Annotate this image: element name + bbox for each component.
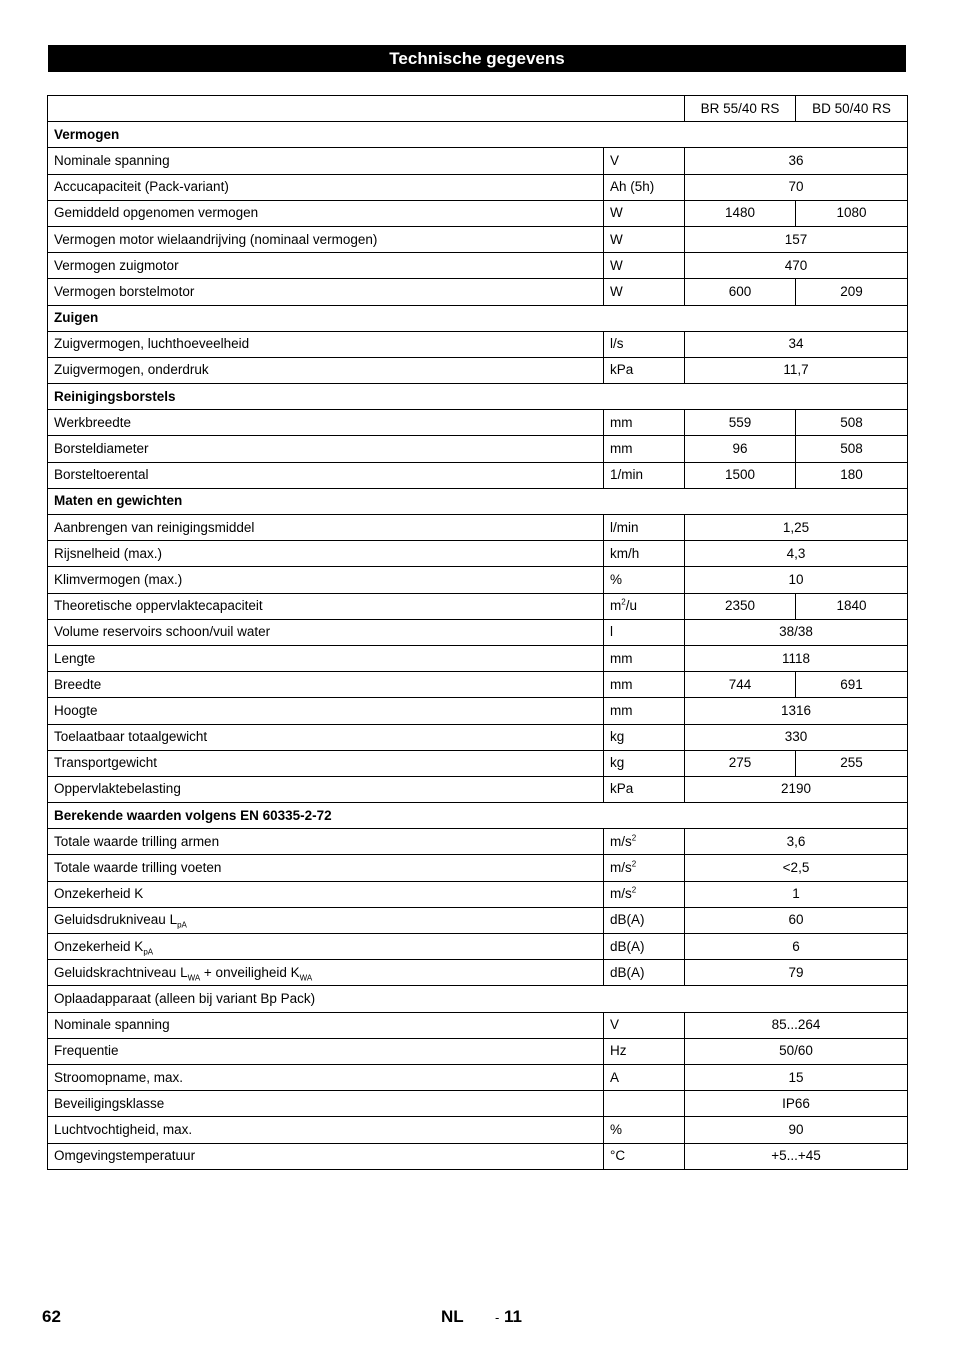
spec-unit-text: m: [610, 598, 622, 614]
spec-unit-text: dB(A): [610, 912, 645, 928]
table-row: [48, 410, 908, 436]
table-row: [48, 436, 908, 462]
spec-label-text: Borsteldiameter: [54, 441, 149, 457]
section-heading: Berekende waarden volgens EN 60335-2-72: [48, 803, 908, 829]
spec-unit: [604, 645, 685, 671]
spec-value-br: 275: [685, 750, 796, 776]
page-title: Technische gegevens: [48, 45, 906, 72]
spec-unit: [604, 200, 685, 226]
spec-label-text: Totale waarde trilling voeten: [54, 860, 222, 876]
spec-label: [48, 226, 604, 252]
table-row: [48, 881, 908, 907]
spec-unit-text: m/s: [610, 860, 632, 876]
spec-label: [48, 776, 604, 802]
spec-label-text: Klimvermogen (max.): [54, 571, 183, 587]
table-row: [48, 1143, 908, 1169]
table-row: [48, 1091, 908, 1117]
spec-label-subscript: pA: [177, 921, 187, 931]
table-row: [48, 174, 908, 200]
spec-label-text: Breedte: [54, 676, 102, 692]
spec-label-text: Nominale spanning: [54, 1017, 170, 1033]
model-header-br: BR 55/40 RS: [685, 96, 796, 122]
table-row: [48, 698, 908, 724]
table-row: [48, 1012, 908, 1038]
spec-label: [48, 672, 604, 698]
spec-unit-text: kg: [610, 729, 625, 745]
spec-unit-text: kPa: [610, 362, 634, 378]
spec-label: [48, 1012, 604, 1038]
spec-value-br: 2350: [685, 593, 796, 619]
spec-unit: [604, 436, 685, 462]
spec-label-text: Geluidskrachtniveau L: [54, 964, 188, 980]
spec-value-shared: 15: [685, 1064, 908, 1090]
spec-value-shared: 38/38: [685, 619, 908, 645]
spec-label: [48, 515, 604, 541]
spec-unit: [604, 934, 685, 960]
spec-unit: [604, 357, 685, 383]
spec-value-br: 96: [685, 436, 796, 462]
spec-label-text: Beveiligingsklasse: [54, 1095, 165, 1111]
spec-label: [48, 1038, 604, 1064]
spec-value-bd: 1080: [796, 200, 908, 226]
table-row: [48, 724, 908, 750]
model-header-bd: BD 50/40 RS: [796, 96, 908, 122]
spec-unit-text: mm: [610, 702, 633, 718]
spec-unit-text: A: [610, 1069, 620, 1085]
table-row: [48, 855, 908, 881]
spec-unit: [604, 1091, 685, 1117]
spec-label: [48, 960, 604, 986]
spec-unit-text: m/s: [610, 833, 632, 849]
spec-value-br: 1480: [685, 200, 796, 226]
spec-value-bd: 508: [796, 410, 908, 436]
spec-label-text: Theoretische oppervlaktecapaciteit: [54, 598, 263, 614]
spec-unit-text: dB(A): [610, 938, 645, 954]
section-heading: Vermogen: [48, 122, 908, 148]
spec-value-shared: 79: [685, 960, 908, 986]
spec-label: [48, 1143, 604, 1169]
spec-label-text: Vermogen motor wielaandrijving (nominaal vermogen): [54, 231, 378, 247]
spec-unit-text: m/s: [610, 886, 632, 902]
table-header-row: [48, 96, 908, 122]
table-row: [48, 960, 908, 986]
table-row: [48, 1064, 908, 1090]
spec-label-subscript: WA: [187, 973, 201, 983]
footer-dash: -: [495, 1310, 500, 1325]
spec-unit-text: %: [610, 571, 623, 587]
spec-label-text: Vermogen borstelmotor: [54, 283, 195, 299]
spec-label: [48, 619, 604, 645]
spec-value-bd: 1840: [796, 593, 908, 619]
spec-unit: [604, 881, 685, 907]
spec-value-shared: 157: [685, 226, 908, 252]
spec-label: [48, 253, 604, 279]
section-row: [48, 122, 908, 148]
footer-page-number: 62: [42, 1307, 61, 1326]
table-row: [48, 567, 908, 593]
spec-label-text: Zuigvermogen, onderdruk: [54, 362, 209, 378]
spec-label-text: Onzekerheid K: [54, 886, 144, 902]
spec-value-bd: 180: [796, 462, 908, 488]
spec-unit-tail: /u: [625, 598, 637, 614]
spec-value-shared: 1,25: [685, 515, 908, 541]
spec-unit: [604, 1143, 685, 1169]
table-row: [48, 645, 908, 671]
spec-label: [48, 567, 604, 593]
spec-unit-text: 1/min: [610, 467, 644, 483]
spec-label-text: Luchtvochtigheid, max.: [54, 1121, 193, 1137]
spec-value-br: 744: [685, 672, 796, 698]
spec-unit-text: kPa: [610, 781, 634, 797]
spec-unit: [604, 619, 685, 645]
spec-value-shared: 90: [685, 1117, 908, 1143]
spec-value-shared: 3,6: [685, 829, 908, 855]
table-row: [48, 776, 908, 802]
spec-unit: [604, 907, 685, 933]
spec-label-text: Rijsnelheid (max.): [54, 545, 163, 561]
table-row: [48, 619, 908, 645]
spec-value-shared: 60: [685, 907, 908, 933]
spec-label: [48, 724, 604, 750]
spec-unit: [604, 253, 685, 279]
spec-value-bd: 691: [796, 672, 908, 698]
spec-unit-text: kg: [610, 755, 625, 771]
table-row: [48, 672, 908, 698]
spec-unit-text: mm: [610, 414, 633, 430]
spec-unit-text: mm: [610, 441, 633, 457]
header-blank-cell: [48, 96, 685, 122]
spec-unit-text: V: [610, 152, 620, 168]
spec-label: [48, 934, 604, 960]
spec-label-text: Omgevingstemperatuur: [54, 1148, 196, 1164]
spec-unit-text: Ah (5h): [610, 179, 655, 195]
spec-unit: [604, 567, 685, 593]
spec-unit: [604, 462, 685, 488]
spec-unit: [604, 1117, 685, 1143]
spec-label: [48, 698, 604, 724]
spec-unit: [604, 1038, 685, 1064]
table-row: [48, 200, 908, 226]
spec-label-subscript: pA: [143, 947, 154, 957]
section-heading: Maten en gewichten: [48, 488, 908, 514]
spec-value-br: 1500: [685, 462, 796, 488]
table-row: [48, 541, 908, 567]
spec-unit-superscript: 2: [621, 597, 626, 607]
spec-label-text: Geluidsdrukniveau L: [54, 912, 178, 928]
table-row: [48, 1038, 908, 1064]
spec-label: [48, 593, 604, 619]
spec-unit: [604, 855, 685, 881]
spec-label: [48, 541, 604, 567]
spec-unit-superscript: 2: [631, 859, 637, 869]
table-row: [48, 593, 908, 619]
spec-value-shared: 1: [685, 881, 908, 907]
spec-unit-text: °C: [610, 1148, 626, 1164]
spec-label: [48, 148, 604, 174]
spec-label-text: Totale waarde trilling armen: [54, 833, 220, 849]
section-row: [48, 803, 908, 829]
spec-label-text: Werkbreedte: [54, 414, 132, 430]
spec-label: [48, 881, 604, 907]
spec-label-text: Onzekerheid K: [54, 938, 144, 954]
spec-value-shared: 2190: [685, 776, 908, 802]
spec-label: [48, 750, 604, 776]
spec-unit-text: l/s: [610, 336, 624, 352]
spec-unit-superscript: 2: [631, 885, 637, 895]
spec-unit: [604, 1064, 685, 1090]
spec-unit-text: l/min: [610, 519, 639, 535]
spec-label-text: Lengte: [54, 650, 96, 666]
spec-value-shared: +5...+45: [685, 1143, 908, 1169]
spec-label-text: Oppervlaktebelasting: [54, 781, 181, 797]
spec-unit: [604, 960, 685, 986]
spec-unit-text: W: [610, 205, 623, 221]
spec-label-text: Volume reservoirs schoon/vuil water: [54, 624, 271, 640]
section-row: [48, 986, 908, 1012]
spec-label: [48, 855, 604, 881]
spec-unit-text: km/h: [610, 545, 640, 561]
spec-label-text: Aanbrengen van reinigingsmiddel: [54, 519, 255, 535]
spec-unit: [604, 410, 685, 436]
spec-unit: [604, 541, 685, 567]
table-row: [48, 253, 908, 279]
table-row: [48, 515, 908, 541]
spec-label-text: Borsteltoerental: [54, 467, 149, 483]
table-row: [48, 357, 908, 383]
spec-unit: [604, 829, 685, 855]
spec-unit-text: W: [610, 257, 623, 273]
spec-value-shared: 6: [685, 934, 908, 960]
table-row: [48, 226, 908, 252]
footer-sub-page: 11: [504, 1307, 522, 1326]
spec-label: [48, 1117, 604, 1143]
table-row: [48, 148, 908, 174]
spec-unit: [604, 698, 685, 724]
spec-value-shared: 4,3: [685, 541, 908, 567]
spec-label: [48, 331, 604, 357]
spec-value-shared: 11,7: [685, 357, 908, 383]
specifications-table: [47, 95, 908, 1170]
spec-label: [48, 436, 604, 462]
spec-unit: [604, 776, 685, 802]
spec-label: [48, 357, 604, 383]
section-row: [48, 384, 908, 410]
spec-label-text: Accucapaciteit (Pack-variant): [54, 179, 229, 195]
section-heading: Reinigingsborstels: [48, 384, 908, 410]
spec-unit-text: dB(A): [610, 964, 645, 980]
spec-value-bd: 508: [796, 436, 908, 462]
spec-unit: [604, 226, 685, 252]
spec-label-text: Zuigvermogen, luchthoeveelheid: [54, 336, 250, 352]
section-heading: Zuigen: [48, 305, 908, 331]
spec-unit-text: mm: [610, 676, 633, 692]
spec-label-subscript: WA: [299, 973, 313, 983]
spec-value-shared: 10: [685, 567, 908, 593]
spec-unit-text: mm: [610, 650, 633, 666]
spec-unit-text: W: [610, 231, 623, 247]
spec-label-text: Nominale spanning: [54, 152, 170, 168]
spec-unit: [604, 672, 685, 698]
spec-unit-superscript: 2: [631, 833, 637, 843]
spec-label: [48, 907, 604, 933]
spec-value-br: 559: [685, 410, 796, 436]
spec-unit: [604, 724, 685, 750]
spec-value-shared: 330: [685, 724, 908, 750]
table-row: [48, 907, 908, 933]
spec-label-text: Stroomopname, max.: [54, 1069, 184, 1085]
spec-value-br: 600: [685, 279, 796, 305]
section-row: [48, 305, 908, 331]
table-row: [48, 279, 908, 305]
spec-label: [48, 645, 604, 671]
spec-unit-text: %: [610, 1121, 623, 1137]
spec-unit: [604, 1012, 685, 1038]
table-row: [48, 934, 908, 960]
table-row: [48, 462, 908, 488]
spec-value-bd: 255: [796, 750, 908, 776]
spec-value-shared: 34: [685, 331, 908, 357]
footer-language: NL: [441, 1307, 464, 1326]
spec-label: [48, 174, 604, 200]
spec-label-text: Hoogte: [54, 702, 98, 718]
spec-label-text: Toelaatbaar totaalgewicht: [54, 729, 208, 745]
spec-value-shared: 1118: [685, 645, 908, 671]
spec-label-text: Vermogen zuigmotor: [54, 257, 179, 273]
spec-unit: [604, 279, 685, 305]
table-row: [48, 1117, 908, 1143]
section-row: [48, 488, 908, 514]
spec-value-shared: 1316: [685, 698, 908, 724]
spec-unit-text: Hz: [610, 1043, 627, 1059]
spec-value-bd: 209: [796, 279, 908, 305]
spec-value-shared: 70: [685, 174, 908, 200]
table-row: [48, 331, 908, 357]
spec-unit: [604, 174, 685, 200]
table-row: [48, 829, 908, 855]
table-row: [48, 750, 908, 776]
spec-label: [48, 829, 604, 855]
spec-label: [48, 1091, 604, 1117]
spec-unit: [604, 515, 685, 541]
spec-label: [48, 200, 604, 226]
spec-label-text-cont: + onveiligheid K: [200, 964, 300, 980]
spec-unit-text: l: [610, 624, 613, 640]
spec-label: [48, 462, 604, 488]
spec-unit-text: V: [610, 1017, 620, 1033]
spec-label-text: Frequentie: [54, 1043, 119, 1059]
spec-label: [48, 279, 604, 305]
spec-label: [48, 1064, 604, 1090]
spec-unit: [604, 593, 685, 619]
spec-label-text: Transportgewicht: [54, 755, 158, 771]
spec-unit-text: W: [610, 283, 623, 299]
spec-value-shared: 50/60: [685, 1038, 908, 1064]
spec-unit: [604, 750, 685, 776]
spec-label: [48, 410, 604, 436]
spec-value-shared: IP66: [685, 1091, 908, 1117]
spec-value-shared: 85...264: [685, 1012, 908, 1038]
spec-value-shared: <2,5: [685, 855, 908, 881]
spec-unit: [604, 148, 685, 174]
spec-value-shared: 470: [685, 253, 908, 279]
spec-unit: [604, 331, 685, 357]
group-heading: Oplaadapparaat (alleen bij variant Bp Pack): [48, 986, 908, 1012]
spec-label-text: Gemiddeld opgenomen vermogen: [54, 205, 259, 221]
spec-value-shared: 36: [685, 148, 908, 174]
